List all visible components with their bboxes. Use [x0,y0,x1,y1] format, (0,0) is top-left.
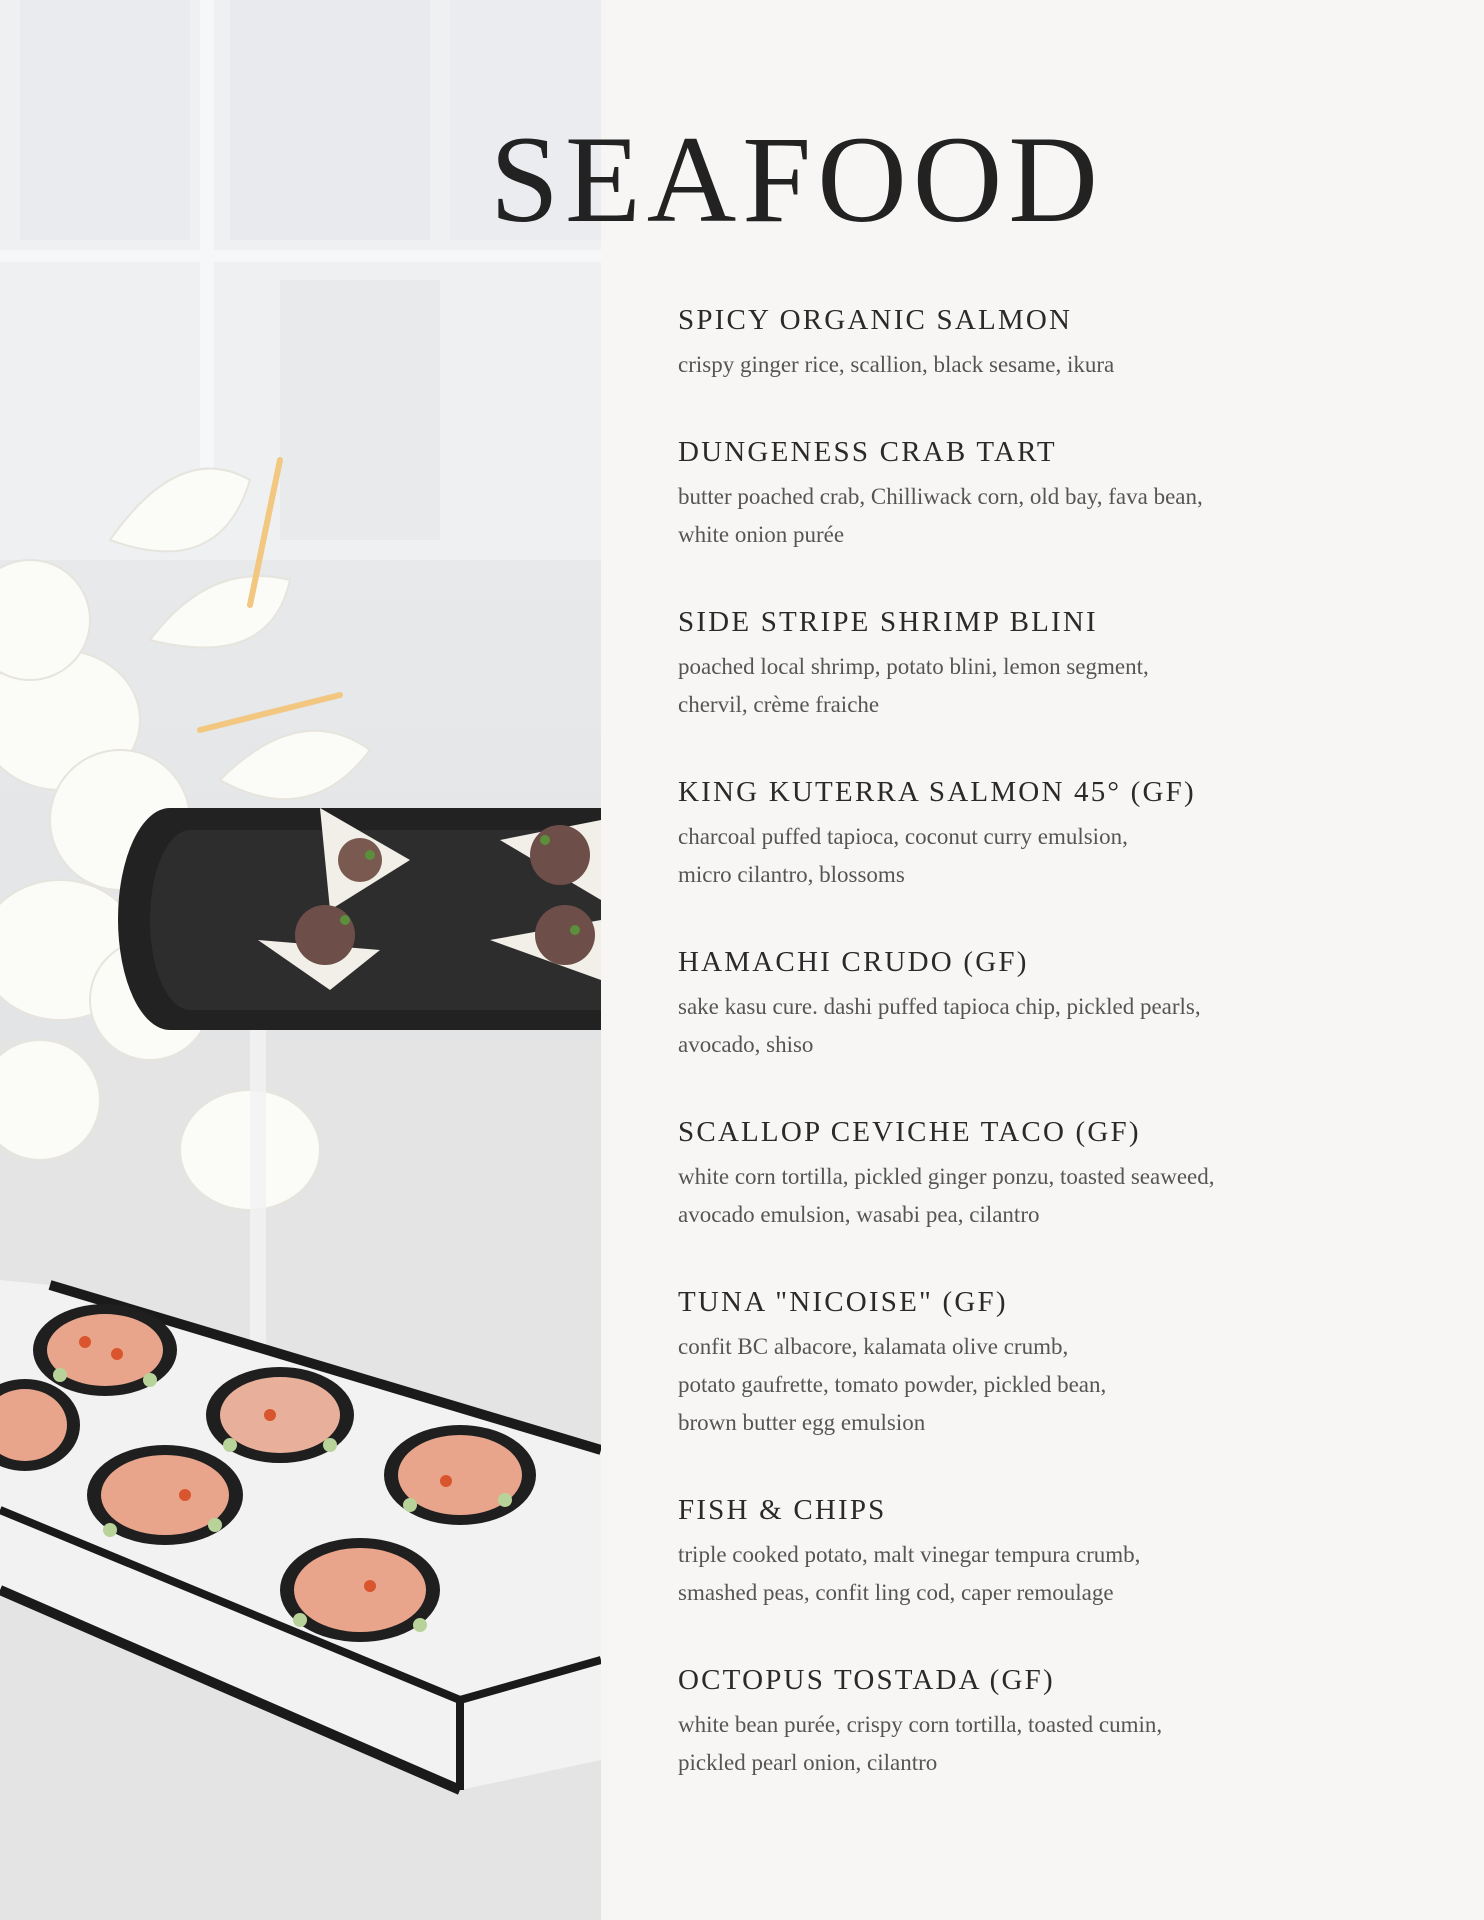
menu-item-description: confit BC albacore, kalamata olive crumb, potato gaufrette, tomato powder, pickled bean, brown butter egg emulsion [678,1334,1107,1435]
menu-item [678,942,1378,1064]
menu-item [678,602,1378,724]
menu-item-name: DUNGENESS CRAB TART [678,436,1057,468]
menu-item-description: triple cooked potato, malt vinegar tempura crumb, smashed peas, confit ling cod, caper remoulage [678,1542,1141,1605]
menu-item-name: TUNA "NICOISE" (GF) [678,1286,1008,1318]
menu-item [678,1112,1378,1234]
menu-item-name: SPICY ORGANIC SALMON [678,304,1073,336]
menu-item-name: OCTOPUS TOSTADA (GF) [678,1664,1055,1696]
menu-item-description: crispy ginger rice, scallion, black sesame, ikura [678,352,1115,377]
menu-item [678,1490,1378,1612]
menu-item-description: white corn tortilla, pickled ginger ponzu, toasted seaweed, avocado emulsion, wasabi pea, cilantro [678,1164,1215,1227]
menu-item-description: white bean purée, crispy corn tortilla, toasted cumin, pickled pearl onion, cilantro [678,1712,1163,1775]
menu-item-description: poached local shrimp, potato blini, lemon segment, chervil, crème fraiche [678,654,1149,717]
menu-item [678,1282,1378,1442]
page-title: SEAFOOD [490,111,1104,248]
menu-item-description: butter poached crab, Chilliwack corn, old bay, fava bean, white onion purée [678,484,1203,547]
menu-list [678,300,1378,1782]
menu-item-name: KING KUTERRA SALMON 45° (GF) [678,776,1196,808]
menu-item-name: FISH & CHIPS [678,1494,887,1526]
menu-item-description: sake kasu cure. dashi puffed tapioca chip, pickled pearls, avocado, shiso [678,994,1201,1057]
menu-item [678,772,1378,894]
food-photo-illustration [0,0,601,1920]
menu-item [678,300,1378,384]
menu-item-name: SIDE STRIPE SHRIMP BLINI [678,606,1098,638]
menu-item-name: SCALLOP CEVICHE TACO (GF) [678,1116,1141,1148]
menu-item [678,1660,1378,1782]
menu-item-name: HAMACHI CRUDO (GF) [678,946,1029,978]
food-photo [0,0,601,1920]
menu-item [678,432,1378,554]
menu-item-description: charcoal puffed tapioca, coconut curry emulsion, micro cilantro, blossoms [678,824,1128,887]
